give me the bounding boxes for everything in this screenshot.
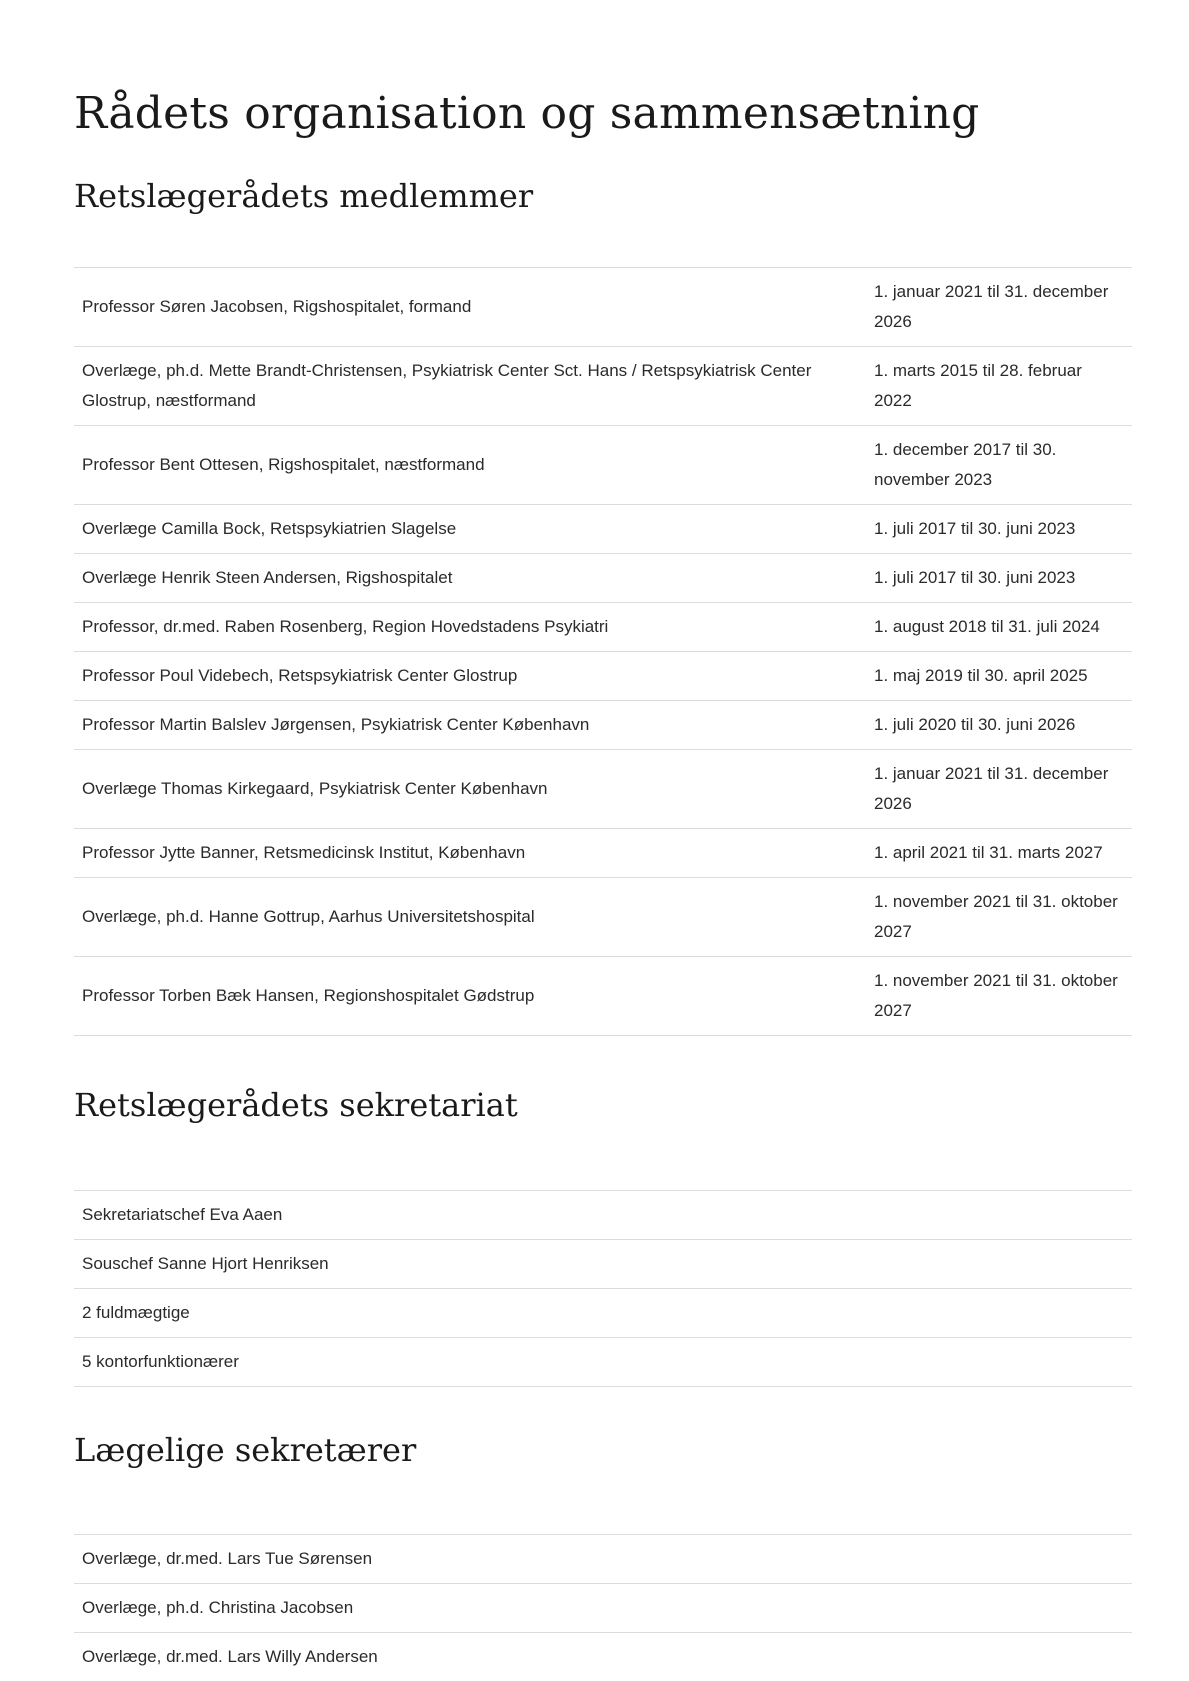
table-row — [74, 505, 1132, 554]
table-row — [74, 701, 1132, 750]
member-period: 1. august 2018 til 31. juli 2024 — [866, 603, 1132, 652]
member-name: Overlæge, ph.d. Mette Brandt-Christensen, Psykiatrisk Center Sct. Hans / Retspsykiatrisk Center Glostrup, næstformand — [74, 347, 866, 426]
table-row — [74, 603, 1132, 652]
secretariat-heading: Retslægerådets sekretariat — [74, 1086, 518, 1124]
medical-secretary-entry: Overlæge, ph.d. Christina Jacobsen — [74, 1584, 1132, 1633]
member-period: 1. januar 2021 til 31. december 2026 — [866, 268, 1132, 347]
table-row — [74, 878, 1132, 957]
members-heading: Retslægerådets medlemmer — [74, 177, 534, 215]
member-period: 1. marts 2015 til 28. februar 2022 — [866, 347, 1132, 426]
table-row — [74, 1535, 1132, 1584]
member-name: Professor Bent Ottesen, Rigshospitalet, næstformand — [74, 426, 866, 505]
member-name: Professor Jytte Banner, Retsmedicinsk Institut, København — [74, 829, 866, 878]
table-row — [74, 829, 1132, 878]
member-period: 1. juli 2017 til 30. juni 2023 — [866, 505, 1132, 554]
member-period: 1. december 2017 til 30. november 2023 — [866, 426, 1132, 505]
table-row — [74, 554, 1132, 603]
medical-secretary-entry: Overlæge, dr.med. Lars Willy Andersen — [74, 1633, 1132, 1681]
table-row — [74, 1289, 1132, 1338]
secretariat-entry: Sekretariatschef Eva Aaen — [74, 1191, 1132, 1240]
table-row — [74, 652, 1132, 701]
member-period: 1. november 2021 til 31. oktober 2027 — [866, 957, 1132, 1036]
member-name: Professor Poul Videbech, Retspsykiatrisk Center Glostrup — [74, 652, 866, 701]
page-title: Rådets organisation og sammensætning — [74, 88, 980, 139]
secretariat-entry: 2 fuldmægtige — [74, 1289, 1132, 1338]
member-period: 1. januar 2021 til 31. december 2026 — [866, 750, 1132, 829]
table-row — [74, 268, 1132, 347]
member-period: 1. juli 2020 til 30. juni 2026 — [866, 701, 1132, 750]
member-period: 1. juli 2017 til 30. juni 2023 — [866, 554, 1132, 603]
table-row — [74, 347, 1132, 426]
member-name: Professor Torben Bæk Hansen, Regionshospitalet Gødstrup — [74, 957, 866, 1036]
table-row — [74, 1338, 1132, 1387]
medical-secretary-entry: Overlæge, dr.med. Lars Tue Sørensen — [74, 1535, 1132, 1584]
member-period: 1. november 2021 til 31. oktober 2027 — [866, 878, 1132, 957]
table-row — [74, 426, 1132, 505]
members-table — [74, 267, 1132, 1036]
medical-secretaries-table — [74, 1534, 1132, 1681]
secretariat-table — [74, 1190, 1132, 1387]
secretariat-entry: 5 kontorfunktionærer — [74, 1338, 1132, 1387]
member-name: Professor Søren Jacobsen, Rigshospitalet, formand — [74, 268, 866, 347]
member-name: Professor Martin Balslev Jørgensen, Psykiatrisk Center København — [74, 701, 866, 750]
member-period: 1. maj 2019 til 30. april 2025 — [866, 652, 1132, 701]
member-name: Overlæge Henrik Steen Andersen, Rigshospitalet — [74, 554, 866, 603]
member-period: 1. april 2021 til 31. marts 2027 — [866, 829, 1132, 878]
table-row — [74, 1584, 1132, 1633]
member-name: Overlæge, ph.d. Hanne Gottrup, Aarhus Universitetshospital — [74, 878, 866, 957]
member-name: Professor, dr.med. Raben Rosenberg, Region Hovedstadens Psykiatri — [74, 603, 866, 652]
medical-secretaries-heading: Lægelige sekretærer — [74, 1431, 417, 1469]
table-row — [74, 957, 1132, 1036]
table-row — [74, 1191, 1132, 1240]
member-name: Overlæge Camilla Bock, Retspsykiatrien Slagelse — [74, 505, 866, 554]
table-row — [74, 750, 1132, 829]
member-name: Overlæge Thomas Kirkegaard, Psykiatrisk Center København — [74, 750, 866, 829]
secretariat-entry: Souschef Sanne Hjort Henriksen — [74, 1240, 1132, 1289]
table-row — [74, 1240, 1132, 1289]
table-row — [74, 1633, 1132, 1681]
